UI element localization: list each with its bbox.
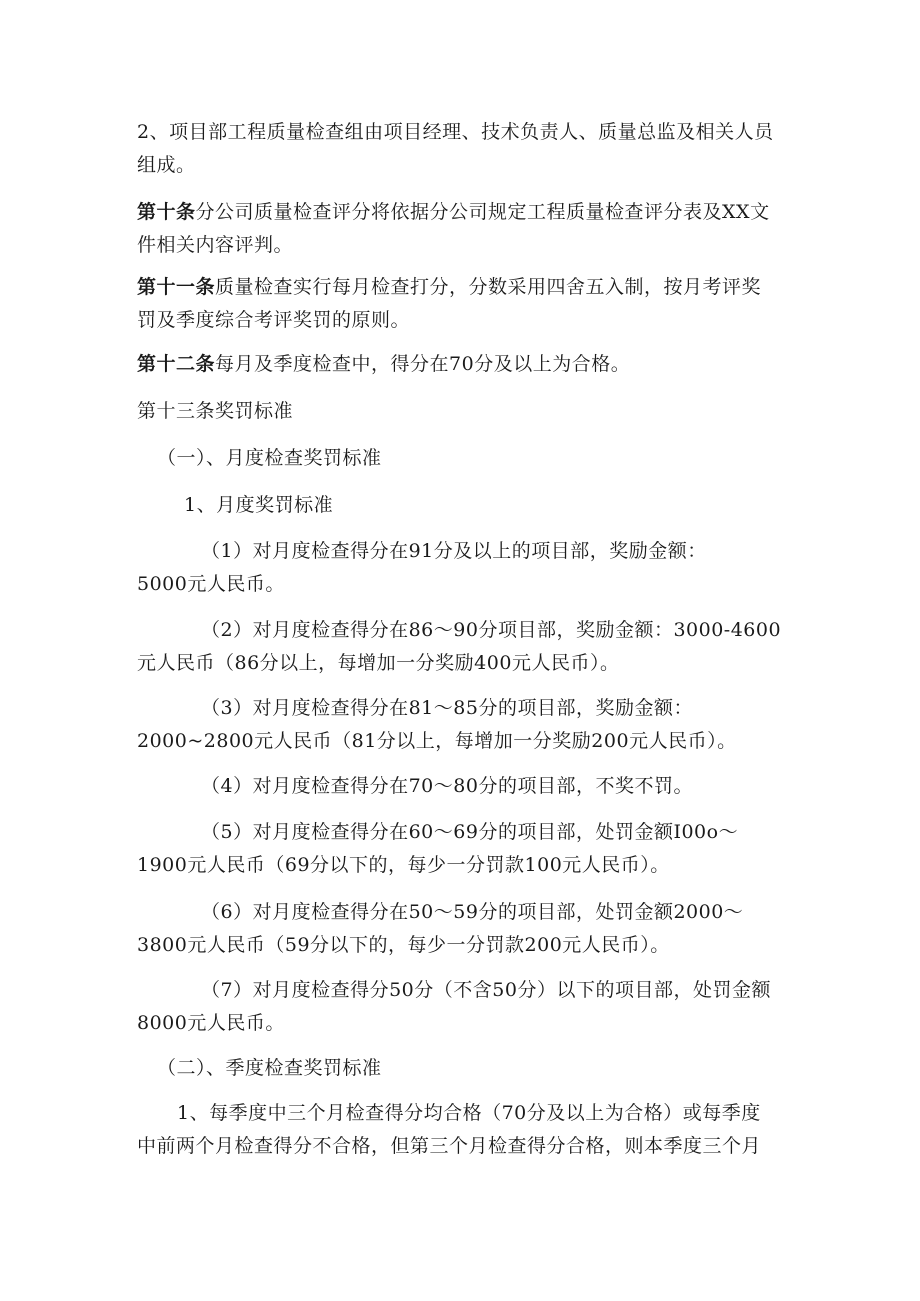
text-line — [137, 196, 797, 229]
list-item-monthly-4 — [137, 770, 797, 803]
paragraph-article-10 — [137, 196, 797, 262]
text-line: 元人民币（86分以上，每增加一分奖励400元人民币）。 — [137, 652, 620, 674]
text-line: （二）、季度检查奖罚标准 — [157, 1057, 382, 1079]
text-line: 1、月度奖罚标准 — [184, 494, 334, 516]
subheading-monthly-standard — [184, 489, 797, 522]
paragraph-article-11 — [137, 271, 797, 337]
article-number: 第十条 — [137, 201, 196, 223]
article-text: 质量检查实行每月检查打分，分数采用四舍五入制，按月考评奖 — [215, 276, 762, 298]
text-line: 2、项目部工程质量检查组由项目经理、技术负责人、质量总监及相关人员 — [137, 121, 774, 143]
text-line: （1）对月度检查得分在91分及以上的项目部，奖励金额： — [201, 540, 707, 562]
article-number: 第十一条 — [137, 276, 216, 298]
text-line: 3800元人民币（59分以下的，每少一分罚款200元人民币）。 — [137, 934, 670, 956]
text-line: 8000元人民币。 — [137, 1012, 285, 1034]
text-line — [137, 271, 797, 304]
paragraph-inspection-team — [137, 116, 797, 182]
section-heading-quarterly — [157, 1052, 797, 1085]
article-text: 每月及季度检查中，得分在70分及以上为合格。 — [215, 353, 631, 375]
text-line: 组成。 — [137, 154, 196, 176]
text-line: 1、每季度中三个月检查得分均合格（70分及以上为合格）或每季度 — [177, 1102, 761, 1124]
text-line: （5）对月度检查得分在60～69分的项目部，处罚金额I00o～ — [201, 821, 739, 843]
text-line: 1900元人民币（69分以下的，每少一分罚款100元人民币）。 — [137, 854, 670, 876]
list-item-monthly-3 — [137, 692, 797, 758]
text-line: 2000~2800元人民币（81分以上，每增加一分奖励200元人民币）。 — [137, 730, 737, 752]
text-line: 中前两个月检查得分不合格，但第三个月检查得分合格，则本季度三个月 — [137, 1135, 762, 1157]
list-item-monthly-6 — [137, 896, 797, 962]
paragraph-article-13 — [137, 395, 797, 428]
list-item-monthly-5 — [137, 816, 797, 882]
text-line: （2）对月度检查得分在86～90分项目部，奖励金额：3000-4600 — [201, 619, 782, 641]
text-line: （一）、月度检查奖罚标准 — [157, 447, 382, 469]
paragraph-article-12 — [137, 348, 797, 381]
text-line: 罚及季度综合考评奖罚的原则。 — [137, 309, 411, 331]
article-number: 第十二条 — [137, 353, 216, 375]
text-line: 5000元人民币。 — [137, 573, 285, 595]
text-line: （4）对月度检查得分在70～80分的项目部，不奖不罚。 — [201, 775, 693, 797]
text-line: （6）对月度检查得分在50～59分的项目部，处罚金额2000～ — [201, 901, 744, 923]
text-line: （7）对月度检查得分50分（不含50分）以下的项目部，处罚金额 — [201, 979, 771, 1001]
text-line: 件相关内容评判。 — [137, 234, 294, 256]
section-heading-monthly — [157, 442, 797, 475]
paragraph-quarterly-1 — [137, 1097, 797, 1163]
list-item-monthly-1 — [137, 535, 797, 601]
list-item-monthly-2 — [137, 614, 797, 680]
text-line: （3）对月度检查得分在81～85分的项目部，奖励金额： — [201, 697, 693, 719]
list-item-monthly-7 — [137, 974, 797, 1040]
text-line: 第十三条奖罚标准 — [137, 400, 294, 422]
text-line — [137, 348, 797, 381]
article-text: 分公司质量检查评分将依据分公司规定工程质量检查评分表及XX文 — [195, 201, 770, 223]
